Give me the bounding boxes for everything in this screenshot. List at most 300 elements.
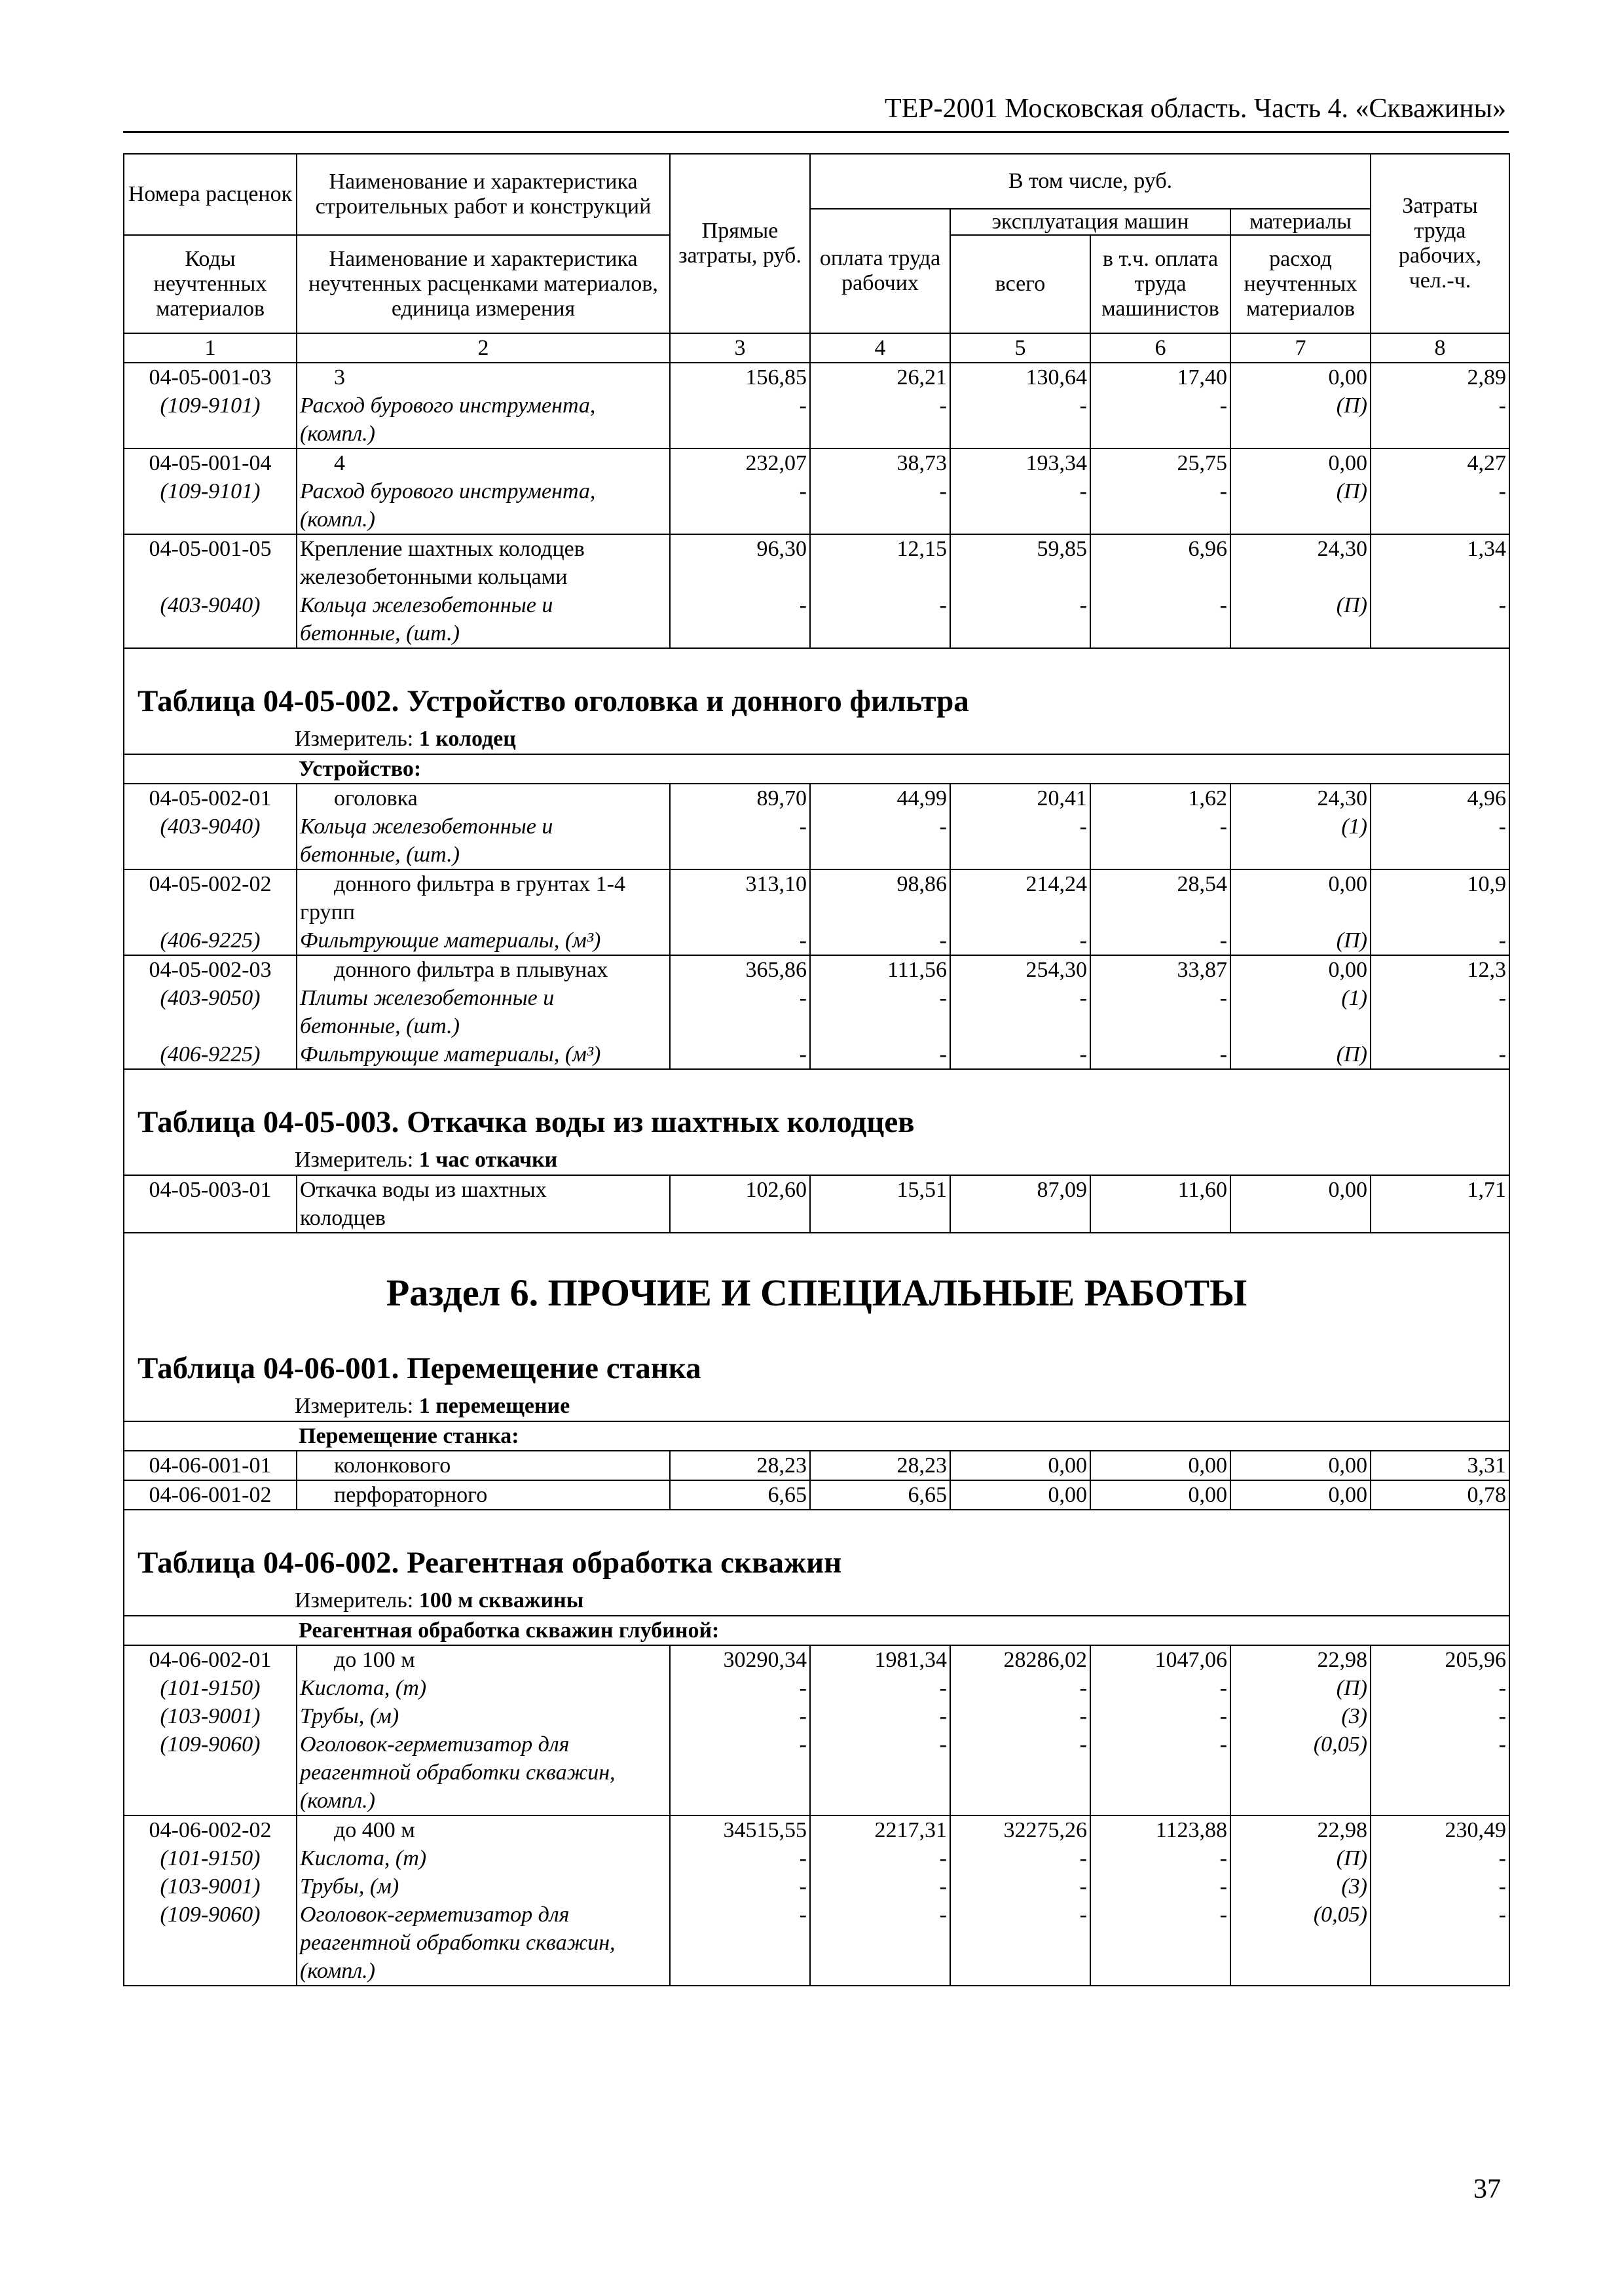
rate-value: (1): [1230, 984, 1371, 1012]
empty-cell: [670, 898, 810, 926]
group-label: Перемещение станка:: [124, 1421, 1509, 1451]
page-number: 37: [1473, 2174, 1501, 2204]
unit-value: 1 колодец: [418, 727, 516, 751]
rate-name: Трубы, (м): [297, 1702, 670, 1730]
rate-name: реагентной обработки скважин,: [297, 1929, 670, 1957]
rate-value: 0,00: [950, 1480, 1090, 1510]
empty-cell: [124, 505, 297, 534]
empty-cell: [124, 1957, 297, 1986]
empty-cell: [1371, 420, 1509, 448]
empty-cell: [810, 1929, 950, 1957]
empty-cell: [950, 1204, 1090, 1233]
rate-value: (3): [1230, 1702, 1371, 1730]
rate-code: (403-9040): [124, 591, 297, 619]
rate-line: [124, 1844, 1509, 1872]
empty-cell: [1371, 1204, 1509, 1233]
rate-value: 0,00: [1090, 1451, 1230, 1480]
empty-cell: [124, 619, 297, 648]
rate-value: -: [950, 1872, 1090, 1901]
rate-value: (3): [1230, 1872, 1371, 1901]
rate-value: -: [1371, 392, 1509, 420]
col-num: 4: [810, 333, 950, 363]
rate-name: 3: [297, 363, 670, 392]
empty-cell: [950, 1012, 1090, 1040]
empty-cell: [1371, 563, 1509, 591]
empty-cell: [670, 1204, 810, 1233]
empty-cell: [1230, 1787, 1371, 1815]
rate-code: 04-06-002-02: [124, 1815, 297, 1844]
rate-code: (403-9050): [124, 984, 297, 1012]
rate-value: (П): [1230, 477, 1371, 505]
rate-value: 4,27: [1371, 448, 1509, 477]
empty-cell: [1090, 563, 1230, 591]
rate-value: 22,98: [1230, 1645, 1371, 1674]
rate-value: 6,65: [670, 1480, 810, 1510]
rate-value: 89,70: [670, 784, 810, 812]
labor-pay-header: оплата труда рабочих: [810, 209, 950, 333]
rate-name: 4: [297, 448, 670, 477]
rate-value: 98,86: [810, 869, 950, 898]
rate-value: -: [1371, 1901, 1509, 1929]
rate-value: -: [810, 984, 950, 1012]
rate-value: -: [670, 812, 810, 841]
rate-line: [124, 1758, 1509, 1787]
rate-value: -: [810, 926, 950, 955]
empty-cell: [810, 841, 950, 869]
rate-code: 04-05-001-05: [124, 534, 297, 563]
rate-name: Расход бурового инструмента,: [297, 392, 670, 420]
rate-value: -: [1371, 1674, 1509, 1702]
empty-cell: [1230, 1204, 1371, 1233]
empty-cell: [950, 1929, 1090, 1957]
rate-code: (101-9150): [124, 1844, 297, 1872]
rate-line: [124, 1040, 1509, 1069]
rates-content: [123, 153, 1509, 1986]
rate-value: -: [950, 1730, 1090, 1758]
empty-cell: [670, 1929, 810, 1957]
empty-cell: [1090, 1758, 1230, 1787]
rate-value: 2217,31: [810, 1815, 950, 1844]
empty-cell: [1371, 898, 1509, 926]
rate-value: 25,75: [1090, 448, 1230, 477]
rate-code: 04-06-001-02: [124, 1480, 297, 1510]
rate-value: -: [950, 1901, 1090, 1929]
rate-value: 28286,02: [950, 1645, 1090, 1674]
rate-value: 24,30: [1230, 534, 1371, 563]
rate-value: -: [670, 1674, 810, 1702]
rate-name: донного фильтра в грунтах 1-4: [297, 869, 670, 898]
rate-value: -: [1090, 392, 1230, 420]
rate-value: 130,64: [950, 363, 1090, 392]
table-title: Таблица 04-06-001. Перемещение станка: [138, 1351, 701, 1385]
rate-value: 20,41: [950, 784, 1090, 812]
rate-value: -: [950, 926, 1090, 955]
rate-value: -: [1090, 1901, 1230, 1929]
section-row: [124, 1510, 1509, 1616]
rate-name: Плиты железобетонные и: [297, 984, 670, 1012]
rate-value: 11,60: [1090, 1175, 1230, 1204]
rate-value: (П): [1230, 1040, 1371, 1069]
header-rule: [123, 131, 1509, 133]
name-header-top: Наименование и характеристика строительных работ и конструкций: [297, 154, 670, 235]
rate-code: 04-05-003-01: [124, 1175, 297, 1204]
codes-header-bottom: Коды неучтенных материалов: [124, 235, 297, 333]
empty-cell: [810, 420, 950, 448]
rate-value: 32275,26: [950, 1815, 1090, 1844]
col-num: 5: [950, 333, 1090, 363]
empty-cell: [670, 1787, 810, 1815]
empty-cell: [950, 1957, 1090, 1986]
rate-value: -: [810, 1901, 950, 1929]
empty-cell: [1371, 505, 1509, 534]
empty-cell: [1230, 1957, 1371, 1986]
rate-value: -: [810, 1674, 950, 1702]
rate-value: -: [670, 1702, 810, 1730]
empty-cell: [1090, 1929, 1230, 1957]
empty-cell: [124, 1012, 297, 1040]
rate-code: (406-9225): [124, 926, 297, 955]
empty-cell: [950, 563, 1090, 591]
unit-label: Измеритель:: [295, 1148, 419, 1172]
empty-cell: [670, 1957, 810, 1986]
rates-table: [123, 153, 1510, 1986]
empty-cell: [810, 1758, 950, 1787]
rate-value: 24,30: [1230, 784, 1371, 812]
empty-cell: [1371, 841, 1509, 869]
rate-value: -: [670, 591, 810, 619]
rate-name: Оголовок-герметизатор для: [297, 1901, 670, 1929]
rate-value: -: [1090, 1844, 1230, 1872]
rate-code: 04-05-001-03: [124, 363, 297, 392]
rate-line: [124, 392, 1509, 420]
empty-cell: [950, 841, 1090, 869]
rate-name: оголовка: [297, 784, 670, 812]
rate-value: -: [1371, 926, 1509, 955]
unit-value: 1 перемещение: [418, 1394, 570, 1418]
rate-value: -: [1371, 1872, 1509, 1901]
rate-value: -: [1371, 1040, 1509, 1069]
empty-cell: [810, 1012, 950, 1040]
unit-label: Измеритель:: [295, 1588, 419, 1613]
empty-cell: [810, 898, 950, 926]
empty-cell: [810, 1787, 950, 1815]
rate-value: 102,60: [670, 1175, 810, 1204]
direct-costs-header: Прямые затраты, руб.: [670, 154, 810, 333]
empty-cell: [670, 1012, 810, 1040]
rate-name: бетонные, (шт.): [297, 1012, 670, 1040]
rate-name: Кислота, (т): [297, 1674, 670, 1702]
rate-code: (101-9150): [124, 1674, 297, 1702]
measurement-unit: [124, 720, 1509, 754]
rate-value: 6,96: [1090, 534, 1230, 563]
rate-value: 4,96: [1371, 784, 1509, 812]
empty-cell: [950, 1758, 1090, 1787]
rate-value: 0,78: [1371, 1480, 1509, 1510]
rate-value: -: [950, 392, 1090, 420]
rate-value: 12,3: [1371, 955, 1509, 984]
empty-cell: [1371, 1787, 1509, 1815]
rate-value: 26,21: [810, 363, 950, 392]
empty-cell: [1090, 619, 1230, 648]
rate-value: -: [1090, 1872, 1230, 1901]
rate-value: -: [950, 1844, 1090, 1872]
empty-cell: [124, 898, 297, 926]
rate-line: [124, 363, 1509, 392]
empty-cell: [1371, 1012, 1509, 1040]
rate-value: -: [1090, 812, 1230, 841]
running-header: ТЕР-2001 Московская область. Часть 4. «Скважины»: [884, 94, 1506, 124]
rate-name: бетонные, (шт.): [297, 619, 670, 648]
rate-value: 38,73: [810, 448, 950, 477]
rate-line: [124, 1674, 1509, 1702]
rate-value: 59,85: [950, 534, 1090, 563]
empty-cell: [950, 898, 1090, 926]
rate-name: перфораторного: [297, 1480, 670, 1510]
rate-value: (П): [1230, 392, 1371, 420]
rate-value: 34515,55: [670, 1815, 810, 1844]
empty-cell: [1230, 619, 1371, 648]
group-row: [124, 1616, 1509, 1645]
rate-value: 205,96: [1371, 1645, 1509, 1674]
codes-header-top: Номера расценок: [124, 154, 297, 235]
empty-cell: [950, 420, 1090, 448]
rate-value: 1,62: [1090, 784, 1230, 812]
col-num: 1: [124, 333, 297, 363]
section-heading-cell: [124, 1069, 1509, 1175]
empty-cell: [124, 841, 297, 869]
rate-value: -: [1090, 926, 1230, 955]
rate-value: 15,51: [810, 1175, 950, 1204]
rate-value: (0,05): [1230, 1730, 1371, 1758]
rate-code: 04-05-002-03: [124, 955, 297, 984]
rate-value: 96,30: [670, 534, 810, 563]
rate-name: Трубы, (м): [297, 1872, 670, 1901]
empty-cell: [810, 563, 950, 591]
rate-line: [124, 1012, 1509, 1040]
section-title: Раздел 6. ПРОЧИЕ И СПЕЦИАЛЬНЫЕ РАБОТЫ: [386, 1271, 1247, 1314]
rate-code: (406-9225): [124, 1040, 297, 1069]
rate-value: 230,49: [1371, 1815, 1509, 1844]
rate-value: 0,00: [1230, 1480, 1371, 1510]
rate-name: железобетонными кольцами: [297, 563, 670, 591]
rate-line: [124, 1957, 1509, 1986]
rate-code: (103-9001): [124, 1872, 297, 1901]
materials-header: материалы: [1230, 209, 1371, 235]
rate-name: Кольца железобетонные и: [297, 591, 670, 619]
unit-value: 100 м скважины: [418, 1588, 584, 1613]
col-num: 3: [670, 333, 810, 363]
rate-value: -: [670, 1730, 810, 1758]
unit-label: Измеритель:: [295, 727, 419, 751]
rate-code: 04-05-001-04: [124, 448, 297, 477]
rate-value: -: [1090, 1730, 1230, 1758]
rate-line: [124, 1204, 1509, 1233]
rate-value: -: [1090, 1702, 1230, 1730]
rate-line: [124, 1929, 1509, 1957]
table-title: Таблица 04-06-002. Реагентная обработка скважин: [138, 1546, 842, 1580]
rate-value: -: [1090, 477, 1230, 505]
rate-value: 313,10: [670, 869, 810, 898]
rate-value: -: [670, 984, 810, 1012]
rate-value: 2,89: [1371, 363, 1509, 392]
rate-line: [124, 1872, 1509, 1901]
measurement-unit: [124, 1387, 1509, 1421]
empty-cell: [670, 841, 810, 869]
empty-cell: [1230, 1012, 1371, 1040]
empty-cell: [1230, 505, 1371, 534]
rate-value: -: [670, 477, 810, 505]
empty-cell: [1371, 1957, 1509, 1986]
rate-value: 1123,88: [1090, 1815, 1230, 1844]
empty-cell: [670, 619, 810, 648]
rate-value: -: [670, 926, 810, 955]
rate-value: -: [810, 1702, 950, 1730]
empty-cell: [124, 563, 297, 591]
col-num: 2: [297, 333, 670, 363]
rate-value: 3,31: [1371, 1451, 1509, 1480]
empty-cell: [670, 563, 810, 591]
rate-code: (109-9101): [124, 392, 297, 420]
name-header-bottom: Наименование и характеристика неучтенных расценками материалов, единица измерения: [297, 235, 670, 333]
empty-cell: [1371, 1758, 1509, 1787]
rate-line: [124, 1787, 1509, 1815]
rate-name: (компл.): [297, 1957, 670, 1986]
empty-cell: [124, 1929, 297, 1957]
rate-value: 30290,34: [670, 1645, 810, 1674]
group-label: Устройство:: [124, 754, 1509, 784]
rate-line: [124, 477, 1509, 505]
rate-code: 04-05-002-02: [124, 869, 297, 898]
rate-value: 0,00: [1230, 955, 1371, 984]
rate-line: [124, 563, 1509, 591]
rate-value: -: [1371, 591, 1509, 619]
rate-name: до 400 м: [297, 1815, 670, 1844]
rate-line: [124, 1730, 1509, 1758]
rate-name: Кислота, (т): [297, 1844, 670, 1872]
rate-name: Оголовок-герметизатор для: [297, 1730, 670, 1758]
rate-value: 1,71: [1371, 1175, 1509, 1204]
rate-value: 87,09: [950, 1175, 1090, 1204]
rate-name: Расход бурового инструмента,: [297, 477, 670, 505]
empty-cell: [1371, 619, 1509, 648]
rate-value: -: [1090, 591, 1230, 619]
rate-value: -: [950, 1674, 1090, 1702]
rate-name: Фильтрующие материалы, (м³): [297, 1040, 670, 1069]
rate-value: 0,00: [1230, 448, 1371, 477]
empty-cell: [1371, 1929, 1509, 1957]
section-heading-cell: [124, 1510, 1509, 1616]
section-heading-cell: [124, 1233, 1509, 1421]
rate-value: 254,30: [950, 955, 1090, 984]
rate-line: [124, 926, 1509, 955]
rate-line: [124, 984, 1509, 1012]
empty-cell: [1090, 420, 1230, 448]
rate-value: 156,85: [670, 363, 810, 392]
rate-value: -: [810, 1872, 950, 1901]
rate-value: -: [1090, 1040, 1230, 1069]
rate-value: 365,86: [670, 955, 810, 984]
table-title: Таблица 04-05-003. Откачка воды из шахтных колодцев: [138, 1105, 915, 1139]
rate-name: колодцев: [297, 1204, 670, 1233]
rate-value: 28,23: [810, 1451, 950, 1480]
group-row: [124, 1421, 1509, 1451]
measurement-unit: [124, 1140, 1509, 1175]
rate-value: 214,24: [950, 869, 1090, 898]
rate-value: -: [1371, 1844, 1509, 1872]
empty-cell: [1230, 898, 1371, 926]
rate-code: (109-9060): [124, 1901, 297, 1929]
empty-cell: [950, 505, 1090, 534]
empty-cell: [1090, 898, 1230, 926]
rate-code: 04-06-001-01: [124, 1451, 297, 1480]
empty-cell: [124, 420, 297, 448]
rate-value: -: [950, 1702, 1090, 1730]
rate-line: [124, 1451, 1509, 1480]
empty-cell: [1230, 1929, 1371, 1957]
rate-line: [124, 841, 1509, 869]
unit-label: Измеритель:: [295, 1394, 419, 1418]
rate-name: Откачка воды из шахтных: [297, 1175, 670, 1204]
machines-labor-header: в т.ч. оплата труда машинистов: [1090, 235, 1230, 333]
column-numbers-row: [124, 333, 1509, 363]
rate-value: -: [950, 984, 1090, 1012]
rate-name: бетонные, (шт.): [297, 841, 670, 869]
rate-value: 1047,06: [1090, 1645, 1230, 1674]
rate-value: -: [670, 1844, 810, 1872]
col-num: 7: [1230, 333, 1371, 363]
rate-value: -: [810, 1730, 950, 1758]
empty-cell: [124, 1204, 297, 1233]
rate-name: Фильтрующие материалы, (м³): [297, 926, 670, 955]
empty-cell: [810, 1957, 950, 1986]
rate-value: -: [810, 812, 950, 841]
rate-value: -: [810, 1040, 950, 1069]
unit-value: 1 час откачки: [418, 1148, 558, 1172]
empty-cell: [124, 1787, 297, 1815]
rate-name: Крепление шахтных колодцев: [297, 534, 670, 563]
including-header: В том числе, руб.: [810, 154, 1371, 209]
empty-cell: [810, 505, 950, 534]
rate-name: колонкового: [297, 1451, 670, 1480]
rate-value: -: [950, 477, 1090, 505]
rate-value: -: [810, 591, 950, 619]
empty-cell: [1230, 563, 1371, 591]
empty-cell: [810, 1204, 950, 1233]
rate-value: -: [1371, 1730, 1509, 1758]
empty-cell: [1230, 841, 1371, 869]
rate-value: 28,54: [1090, 869, 1230, 898]
rate-line: [124, 1815, 1509, 1844]
empty-cell: [1090, 1204, 1230, 1233]
rate-code: (109-9101): [124, 477, 297, 505]
rate-value: -: [1371, 812, 1509, 841]
section-row: [124, 648, 1509, 754]
rate-name: реагентной обработки скважин,: [297, 1758, 670, 1787]
materials-usage-header: расход неучтенных материалов: [1230, 235, 1371, 333]
rate-value: -: [950, 591, 1090, 619]
rate-line: [124, 534, 1509, 563]
rate-name: (компл.): [297, 420, 670, 448]
rate-value: 22,98: [1230, 1815, 1371, 1844]
rate-line: [124, 898, 1509, 926]
rate-value: (П): [1230, 591, 1371, 619]
rate-value: 44,99: [810, 784, 950, 812]
rate-code: 04-06-002-01: [124, 1645, 297, 1674]
rate-value: 0,00: [1230, 1175, 1371, 1204]
rate-value: 28,23: [670, 1451, 810, 1480]
rate-code: (403-9040): [124, 812, 297, 841]
rate-value: -: [1371, 1702, 1509, 1730]
